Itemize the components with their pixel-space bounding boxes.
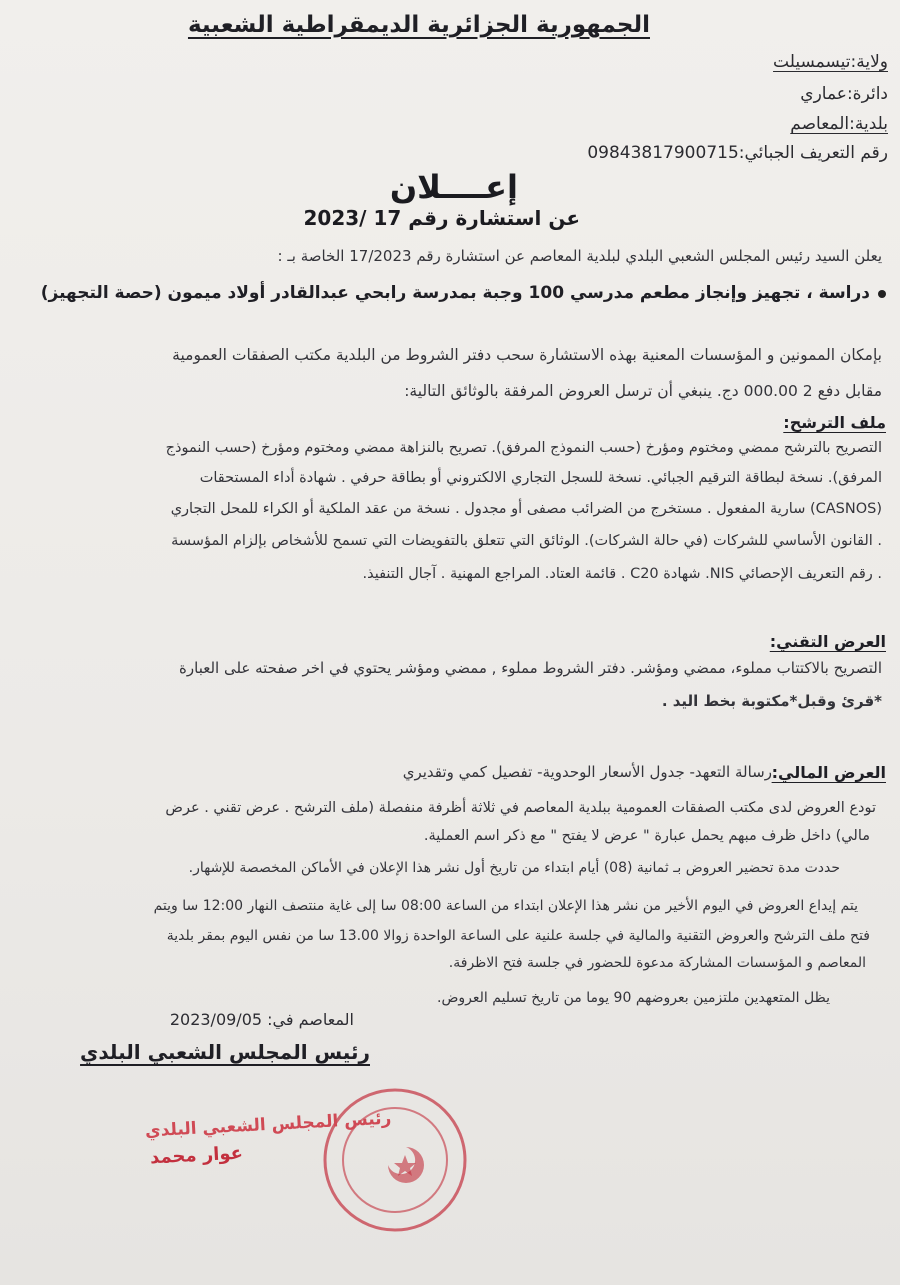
republic-title: الجمهورية الجزائرية الديمقراطية الشعبية [187,12,650,38]
commune-label: بلدية:المعاصم [790,114,888,134]
body-line: التصريح بالاكتتاب مملوء، ممضي ومؤشر. دفتر الشروط مملوء , ممضي ومؤشر يحتوي في اخر صفحته على العبارة [179,659,882,677]
body-line: *قرئ وقبل*مكتوبة بخط اليد . [661,692,882,710]
financial-text: رسالة التعهد- جدول الأسعار الوحدوية- تفصيل كمي وتقديري [402,763,772,781]
candidature-heading: ملف الترشح: [783,413,886,432]
daira-label: دائرة:عماري [800,84,888,104]
body-line: حددت مدة تحضير العروض بـ ثمانية (08) أيام ابتداء من تاريخ أول نشر هذا الإعلان في الأماكن المخصصة للإشهار. [188,860,840,876]
round-seal-stamp [320,1085,470,1235]
body-line: فتح ملف الترشح والعروض التقنية والمالية في جلسة علنية على الساعة الواحدة زوالا 13.00 سا من نفس اليوم بمقر بلدية [166,928,870,944]
technical-heading: العرض التقني: [769,632,886,651]
stamp-name: عوار محمد [149,1142,244,1169]
body-line: مالي) داخل ظرف مبهم يحمل عبارة " عرض لا يفتح " مع ذكر اسم العملية. [423,828,870,844]
body-line: . رقم التعريف الإحصائي NIS. شهادة C20 . قائمة العتاد. المراجع المهنية . آجال التنفيذ. [362,566,882,582]
body-line: المعاصم و المؤسسات المشاركة مدعوة للحضور في جلسة فتح الاظرفة. [448,955,866,971]
consultation-number: عن استشارة رقم 17 /2023 [303,206,580,230]
place-date: المعاصم في: 2023/09/05 [169,1010,354,1029]
operation-bullet: دراسة ، تجهيز وإنجاز مطعم مدرسي 100 وجبة بمدرسة رابحي عبدالقادر أولاد ميمون (حصة التجهيز) [40,283,870,303]
body-line: التصريح بالترشح ممضي ومختوم ومؤرخ (حسب النموذج المرفق). تصريح بالنزاهة ممضي ومختوم ومؤرخ (حسب النموذج [165,440,882,456]
bullet-icon [878,290,886,298]
body-line: يتم إيداع العروض في اليوم الأخير من نشر هذا الإعلان ابتداء من الساعة 08:00 سا إلى غاية منتصف النهار 12:00 سا ويتم [153,898,858,914]
announcement-title: إعــــلان [389,168,518,206]
signatory-title: رئيس المجلس الشعبي البلدي [80,1040,370,1064]
financial-heading: العرض المالي: [771,763,886,782]
wilaya-label: ولاية:تيسمسيلت [773,52,888,72]
body-line: المرفق). نسخة لبطاقة الترقيم الجبائي. نسخة للسجل التجاري الالكتروني أو بطاقة حرفي . شهادة أداء المستحقات [199,470,882,486]
stamp-title: رئيس المجلس الشعبي البلدي [144,1108,392,1142]
body-line: بإمكان الممونين و المؤسسات المعنية بهذه الاستشارة سحب دفتر الشروط من البلدية مكتب الصفقات العمومية [172,346,882,364]
body-line: تودع العروض لدى مكتب الصفقات العمومية ببلدية المعاصم في ثلاثة أظرفة منفصلة (ملف الترشح . عرض تقني . عرض [165,800,876,816]
body-line: يظل المتعهدين ملتزمين بعروضهم 90 يوما من تاريخ تسليم العروض. [437,990,830,1006]
body-line: مقابل دفع 2 000.00 دج. ينبغي أن ترسل العروض المرفقة بالوثائق التالية: [404,382,882,400]
intro-line: يعلن السيد رئيس المجلس الشعبي البلدي لبلدية المعاصم عن استشارة رقم 17/2023 الخاصة بـ : [277,247,882,265]
body-line: (CASNOS) سارية المفعول . مستخرج من الضرائب مصفى أو مجدول . نسخة من عقد الملكية أو الكراء للمحل التجاري [170,501,882,517]
body-line: . القانون الأساسي للشركات (في حالة الشركات). الوثائق التي تتعلق بالتفويضات التي تسمح للأشخاص بإلزام المؤسسة [171,533,882,549]
tax-id: رقم التعريف الجبائي:09843817900715 [587,143,888,163]
